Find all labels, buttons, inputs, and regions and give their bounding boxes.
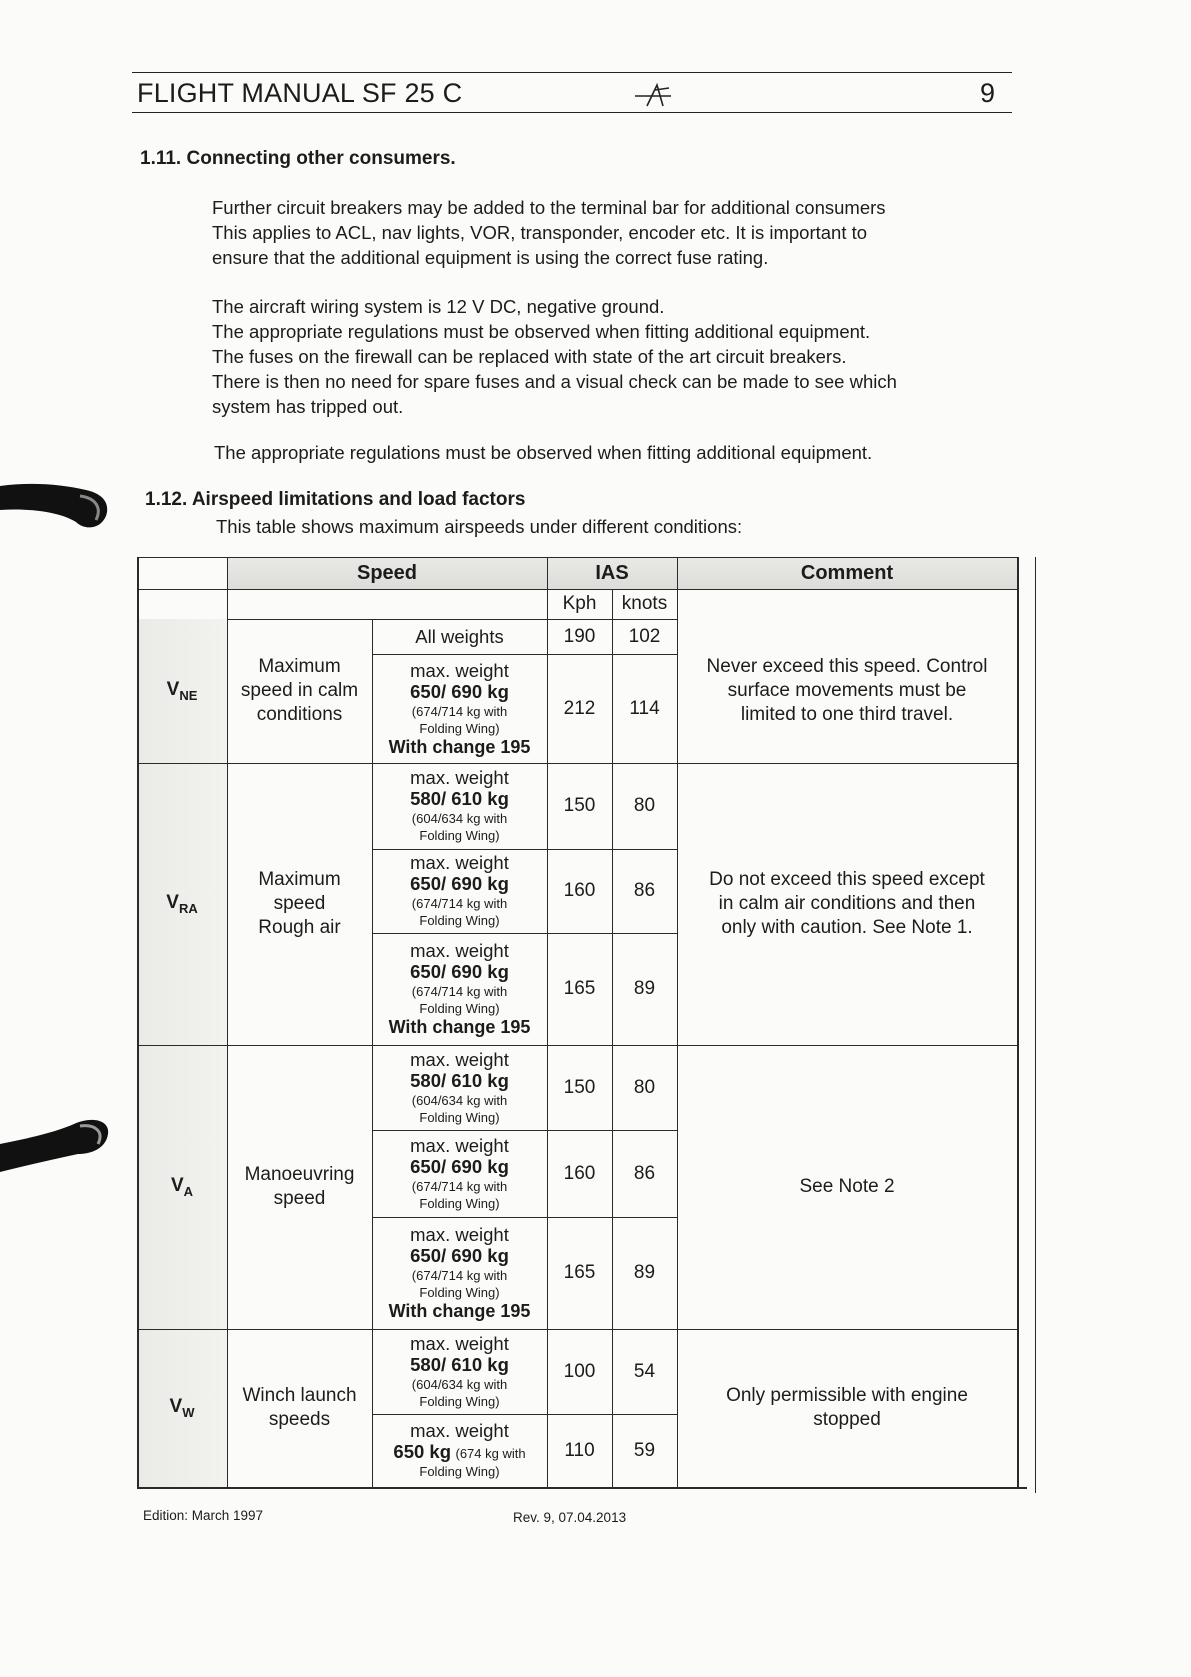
section-1-12-title: 1.12. Airspeed limitations and load factors — [145, 489, 526, 510]
column-header-ias: IAS — [595, 561, 629, 584]
header-rule-top — [132, 72, 1012, 73]
page-number: 9 — [980, 78, 996, 108]
weight-condition: max. weight 650/ 690 kg (674/714 kg with Folding Wing) — [410, 1134, 509, 1211]
speed-comment: Never exceed this speed. Control surface movements must be limited to one third travel. — [706, 656, 988, 725]
text-line: This applies to ACL, nav lights, VOR, transponder, encoder etc. It is important to — [212, 222, 868, 243]
speed-description: Manoeuvring speed — [244, 1164, 355, 1209]
speed-symbol-vra: $V_{RA}$ — [166, 892, 198, 916]
header-rule-bottom — [132, 112, 1012, 113]
section-1-12-intro: This table shows maximum airspeeds under different conditions: — [216, 516, 743, 537]
weight-condition: max. weight 650/ 690 kg (674/714 kg with Folding Wing) With change 195 — [388, 659, 531, 757]
ias-knots: 89 — [633, 1262, 656, 1283]
ias-knots: 80 — [633, 1076, 656, 1098]
text-line: The appropriate regulations must be observed when fitting additional equipment. — [212, 321, 871, 342]
weight-condition: max. weight 650/ 690 kg (674/714 kg with Folding Wing) — [410, 852, 509, 928]
weight-condition: max. weight 580/ 610 kg (604/634 kg with Folding Wing) — [410, 1048, 509, 1125]
footer-edition: Edition: March 1997 — [143, 1508, 264, 1523]
ias-kph: 160 — [563, 1162, 596, 1184]
weight-condition: max. weight 580/ 610 kg (604/634 kg with Folding Wing) — [410, 1332, 509, 1409]
section-1-11-para1 — [212, 195, 886, 270]
text-line: ensure that the additional equipment is using the correct fuse rating. — [212, 247, 769, 268]
ias-knots: 54 — [633, 1360, 656, 1382]
footer-revision: Rev. 9, 07.04.2013 — [513, 1510, 627, 1525]
ias-kph: 150 — [563, 1076, 596, 1098]
weight-condition: max. weight 650 kg (674 kg with Folding Wing) — [393, 1420, 526, 1479]
ias-knots: 86 — [633, 1162, 656, 1184]
ias-knots: 114 — [629, 697, 660, 719]
column-header-speed: Speed — [356, 561, 418, 584]
text-line: The fuses on the firewall can be replaced with state of the art circuit breakers. — [212, 346, 847, 367]
ias-kph: 165 — [563, 1262, 596, 1283]
ias-knots: 80 — [633, 795, 656, 816]
speed-comment: See Note 2 — [799, 1176, 895, 1197]
text-line: There is then no need for spare fuses and a visual check can be made to see which — [212, 371, 897, 392]
ias-knots: 89 — [633, 978, 656, 999]
manufacturer-logo-icon — [633, 82, 673, 108]
weight-condition: max. weight 650/ 690 kg (674/714 kg with Folding Wing) With change 195 — [388, 940, 531, 1037]
ias-knots: 86 — [633, 880, 656, 901]
page-title: FLIGHT MANUAL SF 25 C — [137, 78, 463, 108]
speed-description: Maximum speed Rough air — [258, 869, 341, 938]
text-line: The aircraft wiring system is 12 V DC, negative ground. — [212, 296, 665, 317]
ias-kph: 150 — [563, 795, 596, 816]
ias-kph: 165 — [563, 978, 596, 999]
section-1-11-para3: The appropriate regulations must be observed when fitting additional equipment. — [214, 442, 873, 463]
speed-description: Winch launch speeds — [242, 1385, 357, 1430]
ias-knots: 59 — [633, 1439, 656, 1461]
ias-kph: 160 — [563, 880, 596, 901]
unit-kph: Kph — [562, 593, 597, 614]
speed-symbol-vne: $V_{NE}$ — [166, 679, 198, 703]
ias-kph: 190 — [563, 625, 596, 647]
section-1-11-para2 — [212, 294, 897, 419]
text-line: system has tripped out. — [212, 396, 404, 417]
speed-comment: Do not exceed this speed except in calm air conditions and then only with caution. See Note 1. — [709, 869, 985, 938]
binder-clip-top — [0, 478, 115, 538]
weight-condition: max. weight 580/ 610 kg (604/634 kg with Folding Wing) — [410, 767, 509, 843]
speed-comment: Only permissible with engine stopped — [726, 1385, 968, 1430]
ias-kph: 110 — [564, 1439, 595, 1461]
ias-knots: 102 — [628, 625, 661, 647]
section-1-11-title: 1.11. Connecting other consumers. — [140, 148, 456, 169]
ias-kph: 212 — [563, 697, 596, 719]
speed-description: Maximum speed in calm conditions — [240, 656, 359, 725]
text-line: Further circuit breakers may be added to the terminal bar for additional consumers — [212, 197, 886, 218]
binder-clip-bottom — [0, 1110, 115, 1180]
unit-knots: knots — [621, 593, 668, 614]
column-header-comment: Comment — [800, 561, 894, 584]
speed-symbol-vw: $V_W$ — [169, 1396, 195, 1420]
ias-kph: 100 — [563, 1360, 596, 1382]
speed-symbol-va: $V_A$ — [170, 1175, 194, 1199]
weight-condition: All weights — [415, 625, 504, 647]
weight-condition: max. weight 650/ 690 kg (674/714 kg with Folding Wing) With change 195 — [388, 1224, 531, 1321]
airspeed-table — [137, 557, 1017, 1487]
